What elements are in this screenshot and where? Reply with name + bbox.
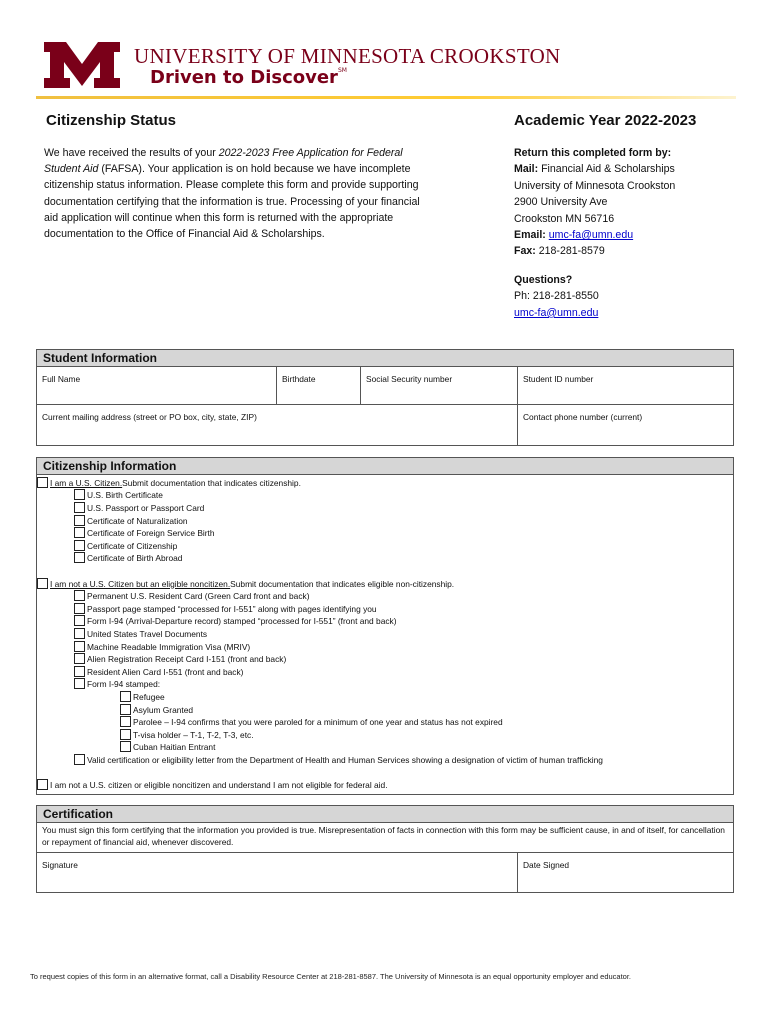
birthdate-field[interactable]: Birthdate [276, 367, 360, 404]
noncitizen-checkbox[interactable] [37, 578, 48, 589]
doc-option[interactable]: Machine Readable Immigration Visa (MRIV) [74, 641, 250, 652]
certification-text: You must sign this form certifying that the information you provided is true. Misrepresentation of facts in connection with this form may be sufficient cause, in and of itself, for cancellation or repayment of financial aid, whenever discovered. [42, 825, 725, 847]
footer-notice: To request copies of this form in an alternative format, call a Disability Resource Center at 218-281-8587. The University of Minnesota is an equal opportunity employer and educator. [30, 972, 632, 981]
doc-checkbox[interactable] [74, 628, 85, 639]
return-email-link[interactable]: umc-fa@umn.edu [548, 229, 634, 242]
doc-checkbox[interactable] [74, 615, 85, 626]
doc-checkbox[interactable] [74, 666, 85, 677]
doc-option[interactable]: Certificate of Foreign Service Birth [74, 527, 215, 538]
tagline: Driven to Discover℠ [150, 67, 347, 88]
i94-checkbox[interactable] [120, 691, 131, 702]
section-title: Citizenship Information [37, 458, 733, 475]
citizenship-information-section [36, 457, 734, 795]
full-name-field[interactable]: Full Name [42, 374, 81, 384]
not-eligible-option[interactable]: I am not a U.S. citizen or eligible noncitizen and understand I am not eligible for federal aid. [37, 779, 388, 790]
section-title: Student Information [37, 350, 733, 367]
university-name: UNIVERSITY OF MINNESOTA CROOKSTON [134, 44, 561, 68]
trafficking-checkbox[interactable] [74, 754, 85, 765]
i94-checkbox[interactable] [120, 729, 131, 740]
doc-option[interactable]: U.S. Birth Certificate [74, 489, 163, 500]
i94-option[interactable]: T-visa holder – T-1, T-2, T-3, etc. [120, 729, 254, 740]
intro-paragraph: We have received the results of your 2022-2023 Free Application for Federal Student Aid (FAFSA). Your application is on hold because we have incomplete citizenship status information. Please complete this form and provide supporting documentation certifying that the information is true. Processing of your financial aid application will continue when this form is returned with the appropriate documentation to the Office of Financial Aid & Scholarships. [44, 147, 420, 241]
doc-option[interactable]: Alien Registration Receipt Card I-151 (front and back) [74, 653, 286, 664]
student-id-field[interactable]: Student ID number [517, 367, 734, 404]
date-signed-field[interactable]: Date Signed [517, 853, 734, 893]
section-title: Certification [37, 806, 733, 823]
doc-option[interactable]: Certificate of Birth Abroad [74, 552, 182, 563]
i94-option[interactable]: Asylum Granted [120, 704, 193, 715]
doc-option[interactable]: Form I-94 (Arrival-Departure record) stamped “processed for I-551” (front and back) [74, 615, 397, 626]
form-title: Citizenship Status [46, 112, 177, 129]
doc-option[interactable]: United States Travel Documents [74, 628, 207, 639]
doc-checkbox[interactable] [74, 653, 85, 664]
citizen-checkbox[interactable] [37, 477, 48, 488]
doc-checkbox[interactable] [74, 540, 85, 551]
doc-checkbox[interactable] [74, 678, 85, 689]
doc-option[interactable]: U.S. Passport or Passport Card [74, 502, 204, 513]
return-instructions: Return this completed form by: Mail: Financial Aid & Scholarships University of Minnesota Crookston 2900 University Ave Crookston MN 56716 Email: umc-fa@umn.edu Fax: 218-281-8579 [514, 147, 676, 258]
doc-checkbox[interactable] [74, 603, 85, 614]
doc-option[interactable]: Certificate of Naturalization [74, 515, 188, 526]
certification-section [36, 805, 734, 893]
academic-year: Academic Year 2022-2023 [514, 112, 697, 129]
doc-checkbox[interactable] [74, 527, 85, 538]
i94-checkbox[interactable] [120, 716, 131, 727]
ssn-field[interactable]: Social Security number [360, 367, 517, 404]
student-information-section [36, 349, 734, 446]
contact-phone-field[interactable]: Contact phone number (current) [517, 405, 734, 446]
i94-option[interactable]: Parolee – I-94 confirms that you were paroled for a minimum of one year and status has not expired [120, 716, 503, 727]
not-eligible-checkbox[interactable] [37, 779, 48, 790]
doc-checkbox[interactable] [74, 489, 85, 500]
i94-checkbox[interactable] [120, 741, 131, 752]
mailing-address-field[interactable]: Current mailing address (street or PO box, city, state, ZIP) [42, 412, 257, 422]
header-rule [36, 96, 736, 99]
citizen-option[interactable]: I am a U.S. Citizen. Submit documentation that indicates citizenship. [37, 477, 301, 488]
doc-checkbox[interactable] [74, 552, 85, 563]
i94-checkbox[interactable] [120, 704, 131, 715]
i94-option[interactable]: Refugee [120, 691, 165, 702]
doc-checkbox[interactable] [74, 641, 85, 652]
questions-contact: Questions? Ph: 218-281-8550 umc-fa@umn.edu [514, 274, 599, 319]
signature-field[interactable]: Signature [42, 860, 78, 870]
doc-option[interactable]: Form I-94 stamped: [74, 678, 160, 689]
questions-email-link[interactable]: umc-fa@umn.edu [514, 306, 599, 319]
university-m-logo [44, 42, 120, 88]
doc-checkbox[interactable] [74, 515, 85, 526]
doc-option[interactable]: Permanent U.S. Resident Card (Green Card front and back) [74, 590, 310, 601]
i94-option[interactable]: Cuban Haitian Entrant [120, 741, 215, 752]
noncitizen-option[interactable]: I am not a U.S. Citizen but an eligible noncitizen. Submit documentation that indicates eligible non-citizenship. [37, 578, 454, 589]
doc-checkbox[interactable] [74, 590, 85, 601]
doc-option[interactable]: Certificate of Citizenship [74, 540, 177, 551]
doc-checkbox[interactable] [74, 502, 85, 513]
trafficking-option[interactable]: Valid certification or eligibility letter from the Department of Health and Human Services showing a designation of victim of human trafficking [74, 754, 603, 765]
doc-option[interactable]: Resident Alien Card I-551 (front and back) [74, 666, 243, 677]
doc-option[interactable]: Passport page stamped “processed for I-551” along with pages identifying you [74, 603, 377, 614]
